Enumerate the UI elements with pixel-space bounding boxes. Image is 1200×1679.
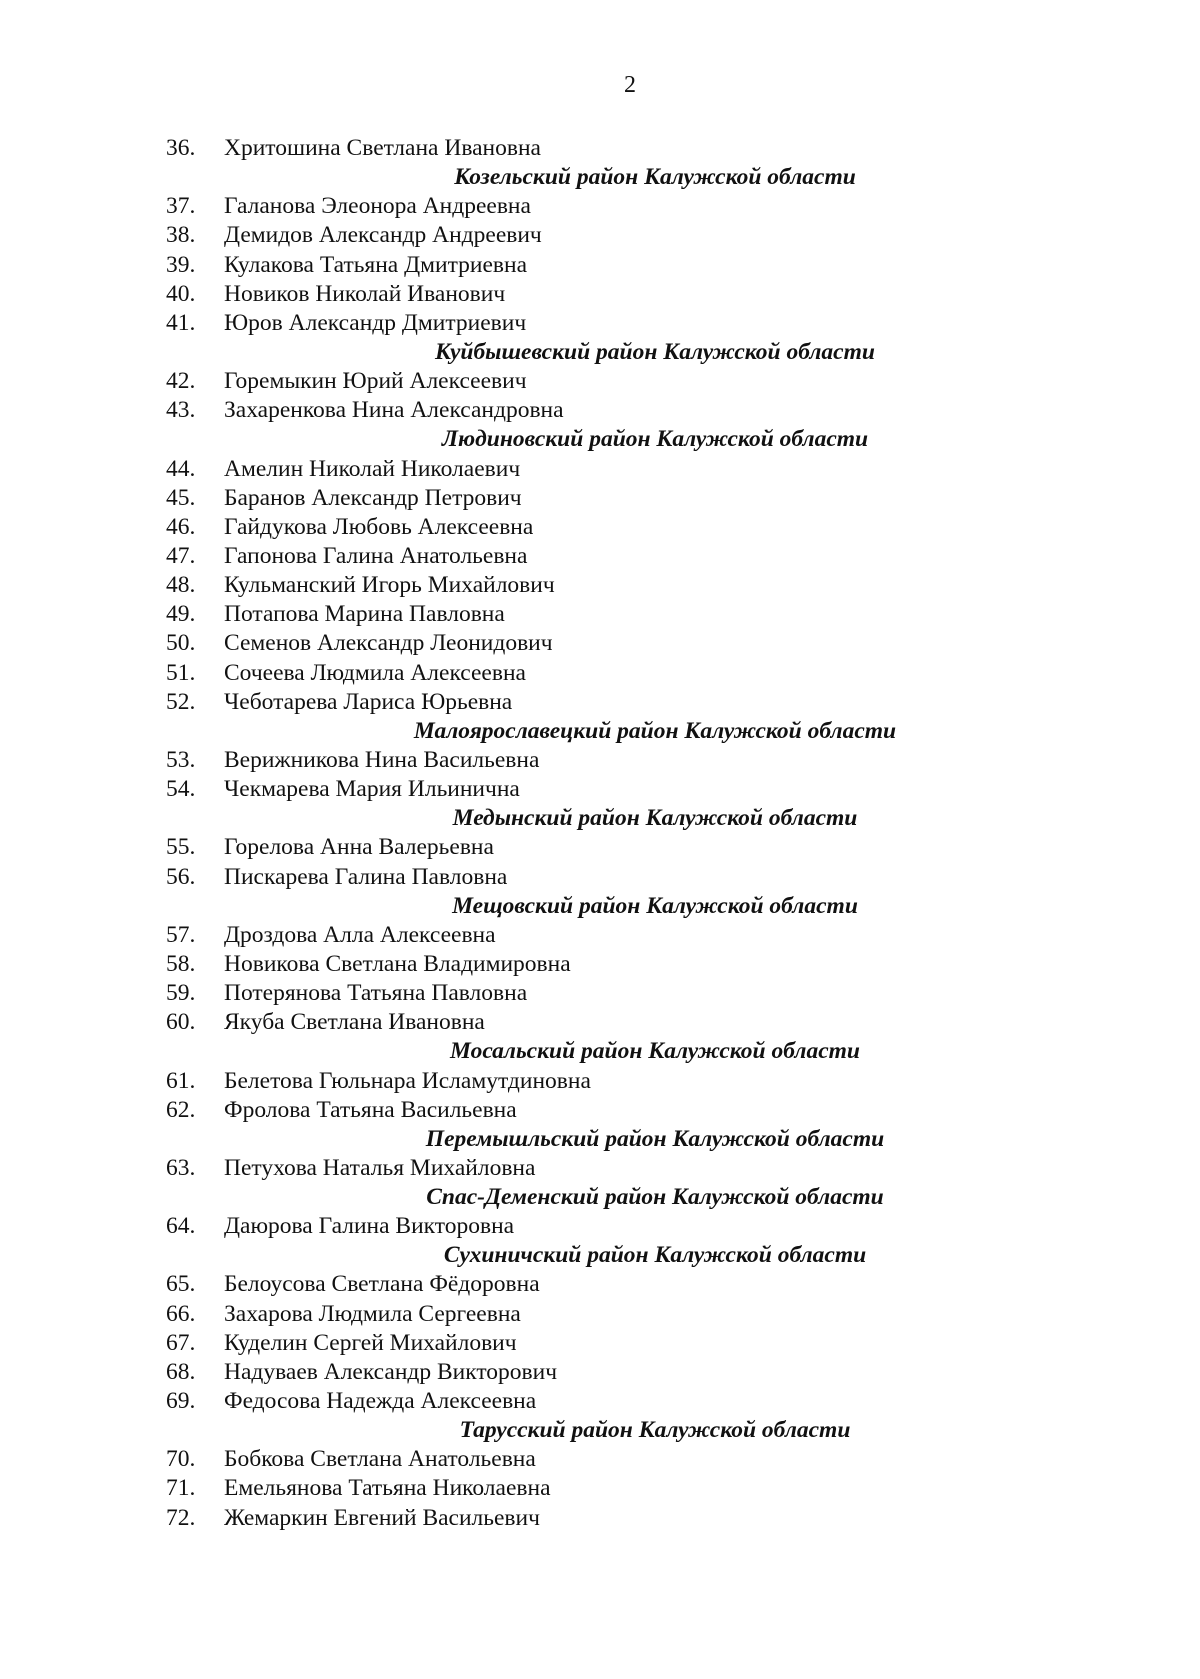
list-item: [0, 221, 1200, 250]
list-item-number: 69.: [166, 1388, 196, 1415]
list-item-number: 66.: [166, 1300, 196, 1327]
list-item-number: 37.: [166, 193, 196, 220]
list-item-number: 49.: [166, 601, 196, 628]
list-item-name: Хритошина Светлана Ивановна: [224, 135, 541, 161]
district-heading-row: [0, 338, 1200, 367]
list-item-name: Демидов Александр Андреевич: [224, 222, 542, 249]
district-heading-row: [0, 1183, 1200, 1212]
list-item-name: Петухова Наталья Михайловна: [224, 1154, 536, 1181]
list-item: [0, 1445, 1200, 1474]
list-item: [0, 1008, 1200, 1037]
list-item-name: Баранов Александр Петрович: [224, 484, 522, 511]
list-item: [0, 746, 1200, 775]
district-heading-row: [0, 1241, 1200, 1270]
list-item: [0, 1474, 1200, 1503]
list-item-number: 71.: [166, 1475, 196, 1502]
list-item-number: 52.: [166, 688, 196, 715]
list-item-name: Жемаркин Евгений Васильевич: [224, 1504, 540, 1531]
district-heading: Спас-Деменский район Калужской области: [426, 1184, 884, 1211]
district-heading: Козельский район Калужской области: [454, 164, 856, 191]
list-item-name: Горемыкин Юрий Алексеевич: [224, 368, 527, 395]
list-item: [0, 1358, 1200, 1387]
list-item-number: 70.: [166, 1446, 196, 1473]
list-item-number: 42.: [166, 368, 196, 395]
list-item-number: 44.: [166, 455, 196, 482]
district-heading: Малоярославецкий район Калужской области: [413, 717, 897, 744]
district-heading-row: [0, 163, 1200, 192]
list-item: [0, 1096, 1200, 1125]
district-heading: Перемышльский район Калужской области: [425, 1125, 885, 1152]
district-heading: Мосальский район Калужской области: [450, 1038, 860, 1065]
list-item-number: 57.: [166, 921, 196, 948]
list-item: [0, 484, 1200, 513]
list-item: [0, 571, 1200, 600]
list-item-number: 46.: [166, 513, 196, 540]
list-item: [0, 863, 1200, 892]
list-item-name: Новиков Николай Иванович: [224, 280, 506, 307]
district-heading: Мещовский район Калужской области: [452, 892, 858, 919]
list-item: [0, 513, 1200, 542]
list-item: [0, 833, 1200, 862]
list-item-name: Семенов Александр Леонидович: [224, 630, 553, 657]
list-item: [0, 1504, 1200, 1533]
list-item-name: Галанова Элеонора Андреевна: [224, 193, 531, 220]
district-heading-row: [0, 892, 1200, 921]
list-item: [0, 280, 1200, 309]
district-heading-row: [0, 804, 1200, 833]
list-item: [0, 921, 1200, 950]
list-item: [0, 1270, 1200, 1299]
list-item: [0, 542, 1200, 571]
list-item-name: Кулакова Татьяна Дмитриевна: [224, 251, 528, 278]
list-item: [0, 134, 1200, 163]
list-item-number: 55.: [166, 834, 196, 861]
list-item-number: 47.: [166, 542, 196, 569]
list-item: [0, 251, 1200, 280]
list-item-name: Верижникова Нина Васильевна: [224, 746, 540, 773]
list-item: [0, 775, 1200, 804]
list-item: [0, 396, 1200, 425]
district-heading: Сухиничский район Калужской области: [443, 1242, 867, 1269]
list-item-number: 62.: [166, 1096, 196, 1123]
district-heading: Куйбышевский район Калужской области: [435, 338, 875, 365]
page-number: 2: [624, 72, 636, 98]
list-item: [0, 309, 1200, 338]
list-item: [0, 455, 1200, 484]
list-item-name: Потерянова Татьяна Павловна: [224, 980, 528, 1007]
list-item-number: 67.: [166, 1329, 196, 1356]
list-item-number: 65.: [166, 1271, 196, 1298]
list-item-number: 56.: [166, 863, 196, 890]
list-item-name: Чеботарева Лариса Юрьевна: [224, 688, 513, 715]
district-heading: Медынский район Калужской области: [452, 805, 858, 832]
list-item: [0, 950, 1200, 979]
list-item: [0, 1212, 1200, 1241]
list-item: [0, 367, 1200, 396]
list-item-number: 39.: [166, 251, 196, 278]
list-item-name: Белетова Гюльнара Исламутдиновна: [224, 1067, 591, 1094]
district-heading-row: [0, 1037, 1200, 1066]
list-item-number: 61.: [166, 1067, 196, 1094]
list-item: [0, 659, 1200, 688]
list-item-number: 59.: [166, 980, 196, 1007]
list-item-number: 38.: [166, 222, 196, 249]
list-item-name: Потапова Марина Павловна: [224, 601, 505, 628]
list-item-name: Емельянова Татьяна Николаевна: [224, 1475, 551, 1502]
list-item-name: Чекмарева Мария Ильинична: [224, 776, 520, 803]
list-item: [0, 1154, 1200, 1183]
list-item-name: Надуваев Александр Викторович: [224, 1358, 558, 1385]
list-item-name: Белоусова Светлана Фёдоровна: [224, 1271, 540, 1298]
list-item-name: Гайдукова Любовь Алексеевна: [224, 513, 534, 540]
list-item-name: Горелова Анна Валерьевна: [224, 834, 494, 861]
list-item: [0, 979, 1200, 1008]
list-item: [0, 600, 1200, 629]
list-item-number: 50.: [166, 630, 196, 657]
list-item-name: Сочеева Людмила Алексеевна: [224, 659, 526, 686]
list-item-number: 58.: [166, 950, 196, 977]
list-item-number: 48.: [166, 572, 196, 599]
list-item-number: 72.: [166, 1504, 196, 1531]
list-item-number: 43.: [166, 397, 196, 424]
list-item-number: 36.: [166, 135, 196, 161]
list-item-number: 40.: [166, 280, 196, 307]
list-item-number: 63.: [166, 1154, 196, 1181]
list-item: [0, 1329, 1200, 1358]
list-item: [0, 629, 1200, 658]
list-item-number: 54.: [166, 776, 196, 803]
list-item-number: 41.: [166, 309, 196, 336]
list-item-name: Дроздова Алла Алексеевна: [224, 921, 496, 948]
district-heading: Тарусский район Калужской области: [459, 1417, 851, 1444]
list-item-name: Бобкова Светлана Анатольевна: [224, 1446, 536, 1473]
list-item-name: Фролова Татьяна Васильевна: [224, 1096, 517, 1123]
list-item-name: Захаренкова Нина Александровна: [224, 397, 564, 424]
list-item-name: Захарова Людмила Сергеевна: [224, 1300, 521, 1327]
list-item: [0, 1300, 1200, 1329]
list-item: [0, 192, 1200, 221]
list-item-name: Федосова Надежда Алексеевна: [224, 1388, 537, 1415]
list-item-name: Куделин Сергей Михайлович: [224, 1329, 517, 1356]
list-item-name: Якуба Светлана Ивановна: [224, 1009, 485, 1036]
list-item-name: Пискарева Галина Павловна: [224, 863, 508, 890]
list-item: [0, 1387, 1200, 1416]
list-item-number: 45.: [166, 484, 196, 511]
list-item-name: Юров Александр Дмитриевич: [224, 309, 527, 336]
list-item-name: Даюрова Галина Викторовна: [224, 1213, 515, 1240]
list-item-number: 68.: [166, 1358, 196, 1385]
district-heading-row: [0, 1125, 1200, 1154]
list-item-name: Кульманский Игорь Михайлович: [224, 572, 555, 599]
district-heading-row: [0, 717, 1200, 746]
list-item-number: 51.: [166, 659, 196, 686]
list-item-name: Гапонова Галина Анатольевна: [224, 542, 528, 569]
district-heading-row: [0, 1416, 1200, 1445]
list-item-number: 64.: [166, 1213, 196, 1240]
list-item-number: 60.: [166, 1009, 196, 1036]
list-item: [0, 1067, 1200, 1096]
list-item-number: 53.: [166, 746, 196, 773]
list-item-name: Амелин Николай Николаевич: [224, 455, 521, 482]
name-list: [0, 134, 1200, 1533]
list-item: [0, 688, 1200, 717]
district-heading: Людиновский район Калужской области: [441, 426, 869, 453]
district-heading-row: [0, 425, 1200, 454]
list-item-name: Новикова Светлана Владимировна: [224, 950, 571, 977]
